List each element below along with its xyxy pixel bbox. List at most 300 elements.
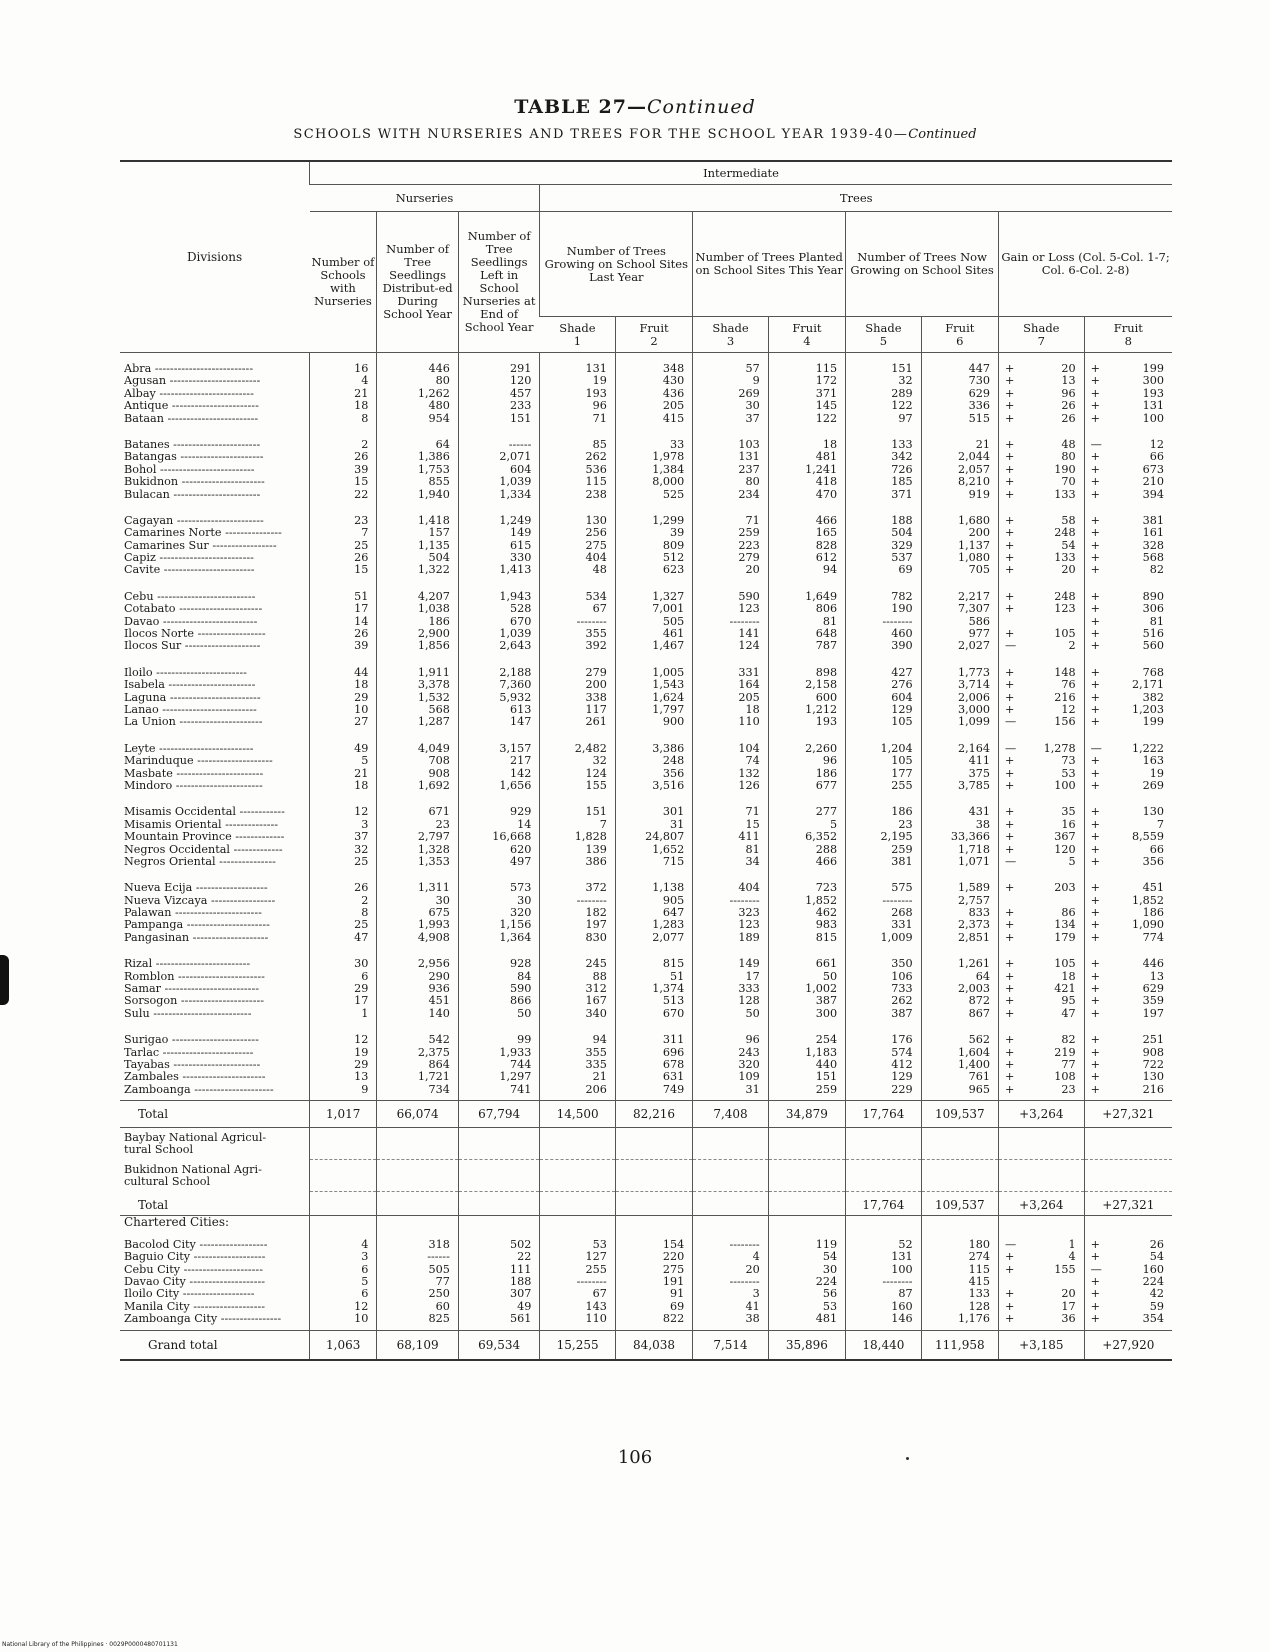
gain-loss-value <box>1091 1008 1164 1020</box>
gain-loss-number: 1,852 <box>1131 894 1164 907</box>
total-label: Total <box>120 1101 310 1127</box>
data-value: 105 <box>891 716 913 729</box>
data-value: 10 <box>354 1313 369 1326</box>
data-value: 1,283 <box>652 919 685 932</box>
data-value: 1,652 <box>652 843 685 856</box>
division-names <box>120 796 310 872</box>
data-value: 217 <box>510 755 532 768</box>
data-value: 708 <box>428 755 450 768</box>
gain-loss-sign: + <box>1005 1263 1015 1276</box>
data-value: 67 <box>592 1288 607 1301</box>
data-column-cell <box>921 733 998 797</box>
data-value: 331 <box>891 919 913 932</box>
total-cell: 67,794 <box>458 1101 540 1127</box>
data-value: 8,000 <box>652 476 685 489</box>
data-value: 1,467 <box>652 640 685 653</box>
data-value: 623 <box>662 564 685 577</box>
data-value: 22 <box>354 488 369 501</box>
gain-loss-value <box>1005 1008 1076 1020</box>
gain-loss-value <box>1005 640 1076 652</box>
data-value: 279 <box>585 666 607 679</box>
division-names <box>120 429 310 505</box>
data-value: 331 <box>738 666 760 679</box>
gain-loss-number: 199 <box>1142 363 1164 375</box>
gain-shade-cell <box>999 581 1085 657</box>
data-value: 348 <box>662 363 685 375</box>
gain-loss-sign: + <box>1005 970 1015 983</box>
data-column-cell <box>377 796 459 872</box>
gain-loss-number: 2 <box>1068 640 1076 653</box>
division-name: Cebu -------------------------- <box>124 590 256 603</box>
gain-loss-number: 216 <box>1054 691 1076 704</box>
data-value: 81 <box>822 615 838 628</box>
data-value: 15 <box>745 818 760 831</box>
data-value: 6 <box>361 970 369 983</box>
gain-loss-sign: + <box>1005 400 1015 413</box>
gain-loss-number: 12 <box>1061 703 1076 716</box>
data-value: 562 <box>968 1034 991 1047</box>
division-name: Cagayan ----------------------- <box>124 514 264 527</box>
data-value: 1,038 <box>417 603 450 616</box>
gain-fruit-cell <box>1084 505 1172 581</box>
data-value: 10 <box>354 703 369 716</box>
data-column-cell <box>458 1024 540 1100</box>
data-value: 23 <box>435 818 450 831</box>
gain-loss-value <box>1091 856 1164 868</box>
data-value: 749 <box>662 1083 685 1096</box>
data-value: 149 <box>738 958 760 971</box>
data-column-cell <box>693 733 768 797</box>
data-value: 105 <box>891 755 913 768</box>
data-value: 525 <box>662 488 685 501</box>
data-value: 15 <box>354 476 369 489</box>
data-value: 411 <box>738 831 760 844</box>
data-value: 24,807 <box>645 831 685 844</box>
data-column-cell <box>921 505 998 581</box>
data-value: 815 <box>815 931 838 944</box>
subtotal-cell: +27,321 <box>1084 1192 1172 1216</box>
data-value: 723 <box>815 882 838 895</box>
data-value: 14 <box>517 818 532 831</box>
gain-loss-sign: — <box>1005 1238 1017 1251</box>
data-value: 855 <box>428 476 450 489</box>
data-value: -------- <box>882 615 913 628</box>
gain-loss-sign: + <box>1005 1058 1015 1071</box>
data-table-container <box>120 160 1172 1361</box>
gain-loss-sign: + <box>1005 603 1015 616</box>
gain-loss-value <box>1091 400 1164 412</box>
gain-loss-sign: + <box>1005 958 1015 971</box>
division-name: Lanao ------------------------- <box>124 703 257 716</box>
data-value: 133 <box>968 1288 991 1301</box>
data-value: 2,797 <box>417 831 450 844</box>
division-name: Iloilo ------------------------ <box>124 666 247 679</box>
data-value: 415 <box>968 1276 991 1289</box>
gain-loss-number: 26 <box>1061 412 1076 425</box>
gain-loss-value <box>1005 679 1076 691</box>
data-column-cell <box>921 872 998 948</box>
grand-total-body <box>120 1330 1172 1360</box>
data-column-cell <box>377 353 459 429</box>
division-name: La Union ---------------------- <box>124 716 263 729</box>
gain-loss-sign: + <box>1090 995 1101 1008</box>
data-value: 451 <box>428 995 450 1008</box>
data-value: 49 <box>517 1300 532 1313</box>
data-value: 12 <box>354 1034 369 1047</box>
gain-loss-value <box>1005 995 1076 1007</box>
data-value: 1,940 <box>417 488 450 501</box>
data-value: 3 <box>361 1251 369 1264</box>
gain-loss-sign: + <box>1090 831 1101 844</box>
gain-loss-value <box>1091 882 1164 894</box>
data-value: 2,375 <box>417 1046 450 1059</box>
gain-loss-sign: + <box>1005 564 1015 577</box>
table-subtitle: SCHOOLS WITH NURSERIES AND TREES FOR THE SCHOOL YEAR 1939-40—Continued <box>293 127 977 142</box>
gain-loss-sign: + <box>1090 1034 1101 1047</box>
data-value: 512 <box>662 552 685 565</box>
data-value: 7,307 <box>958 603 991 616</box>
data-value: 129 <box>891 703 913 716</box>
data-column-cell <box>377 733 459 797</box>
division-name: Cavite ------------------------ <box>124 564 255 577</box>
data-value: 8 <box>361 412 369 425</box>
data-value: 590 <box>510 983 532 996</box>
data-value: 1,911 <box>417 666 450 679</box>
data-value: 29 <box>354 1058 369 1071</box>
data-value: 41 <box>745 1300 760 1313</box>
data-value: 1,384 <box>652 463 685 476</box>
data-value: 1,374 <box>652 983 685 996</box>
data-value: 1,287 <box>417 716 450 729</box>
data-value: 234 <box>738 488 760 501</box>
data-value: 25 <box>354 855 369 868</box>
gain-loss-value <box>1091 692 1164 704</box>
data-value: 185 <box>891 476 913 489</box>
division-name: Rizal ------------------------- <box>124 958 251 971</box>
data-value: 8 <box>361 907 369 920</box>
data-value: 670 <box>662 1007 685 1020</box>
gain-loss-number: 86 <box>1061 907 1076 920</box>
division-names <box>120 505 310 581</box>
division-name: Camarines Sur ----------------- <box>124 539 277 552</box>
data-value: 1,099 <box>958 716 991 729</box>
gain-loss-value <box>1005 628 1076 640</box>
data-value: 4 <box>752 1251 760 1264</box>
gain-loss-value <box>1091 1301 1164 1313</box>
gain-loss-sign: + <box>1090 628 1101 641</box>
subtotal-cell: 17,764 <box>846 1192 921 1216</box>
gain-loss-number: 210 <box>1142 476 1164 489</box>
data-value: 229 <box>891 1083 913 1096</box>
gain-loss-value <box>1091 616 1164 628</box>
data-value: 69 <box>670 1300 685 1313</box>
data-value: 160 <box>891 1300 913 1313</box>
gain-loss-number: 722 <box>1142 1058 1164 1071</box>
gain-loss-number: 193 <box>1142 387 1164 400</box>
data-value: 30 <box>435 894 450 907</box>
data-value: 245 <box>585 958 607 971</box>
gain-loss-number: 105 <box>1054 958 1076 971</box>
data-value: 277 <box>815 806 838 819</box>
gain-loss-sign: + <box>1090 451 1101 464</box>
data-value: 320 <box>738 1058 760 1071</box>
gain-loss-number: 300 <box>1142 375 1164 388</box>
gain-loss-sign: + <box>1005 375 1015 388</box>
gain-loss-value <box>1005 413 1076 425</box>
gain-loss-number: 54 <box>1061 539 1076 552</box>
data-value: 329 <box>891 539 913 552</box>
subtotal-cell: +3,264 <box>999 1192 1085 1216</box>
gain-loss-sign: + <box>1090 1058 1101 1071</box>
gain-loss-number: 382 <box>1142 691 1164 704</box>
gain-loss-value <box>1005 716 1076 728</box>
gain-loss-value <box>1005 400 1076 412</box>
data-value: 30 <box>517 894 532 907</box>
gain-loss-sign: — <box>1005 855 1017 868</box>
gain-loss-sign: + <box>1005 539 1015 552</box>
division-name: Bukidnon ---------------------- <box>124 476 265 489</box>
data-value: 106 <box>891 970 913 983</box>
gain-loss-sign: + <box>1005 995 1015 1008</box>
data-value: 2,027 <box>958 640 991 653</box>
data-column-cell <box>310 505 377 581</box>
data-column-cell <box>310 1024 377 1100</box>
data-column-cell <box>540 1229 615 1330</box>
data-value: 30 <box>745 400 760 413</box>
data-value: 1,080 <box>958 552 991 565</box>
data-value: 26 <box>354 451 369 464</box>
data-value: 2,158 <box>805 679 838 692</box>
gain-fruit-cell <box>1084 1024 1172 1100</box>
gain-loss-value <box>1005 1251 1076 1263</box>
data-column-cell <box>540 733 615 797</box>
gain-loss-sign: + <box>1090 615 1101 628</box>
gain-loss-value <box>1005 388 1076 400</box>
gain-loss-sign: + <box>1090 1238 1101 1251</box>
gain-loss-sign: + <box>1090 375 1101 388</box>
data-value: 1,204 <box>880 742 913 755</box>
gain-loss-number: 73 <box>1061 755 1076 768</box>
data-value: 131 <box>738 451 760 464</box>
data-value: 671 <box>428 806 450 819</box>
data-value: 2,057 <box>958 463 991 476</box>
division-name: Negros Occidental ------------- <box>124 843 283 856</box>
data-column-cell <box>693 1229 768 1330</box>
data-value: 80 <box>745 476 760 489</box>
gain-loss-number: 18 <box>1061 970 1076 983</box>
data-value: 761 <box>968 1071 991 1084</box>
data-value: 16,668 <box>492 831 532 844</box>
table-title: TABLE 27—Continued <box>514 96 756 118</box>
data-column-cell <box>458 429 540 505</box>
gain-loss-sign: + <box>1090 1046 1101 1059</box>
gain-loss-number: 133 <box>1054 488 1076 501</box>
data-value: 1,311 <box>417 882 450 895</box>
division-names <box>120 353 310 429</box>
data-value: 415 <box>662 412 685 425</box>
data-value: 122 <box>891 400 913 413</box>
data-value: -------- <box>729 615 760 628</box>
division-name: Negros Oriental --------------- <box>124 855 276 868</box>
data-value: 575 <box>891 882 913 895</box>
gain-loss-number: 1,090 <box>1131 919 1164 932</box>
gain-loss-sign: + <box>1090 716 1101 729</box>
data-column-cell <box>310 733 377 797</box>
data-value: 2,195 <box>880 831 913 844</box>
gain-loss-value <box>1005 704 1076 716</box>
gain-loss-number: 23 <box>1061 1083 1076 1096</box>
data-value: 147 <box>510 716 532 729</box>
gain-loss-value <box>1005 856 1076 868</box>
gain-loss-sign: + <box>1090 387 1101 400</box>
data-value: 866 <box>510 995 532 1008</box>
data-column-cell <box>921 948 998 1024</box>
data-column-cell <box>540 353 615 429</box>
gain-loss-value <box>1091 540 1164 552</box>
data-value: 7 <box>361 527 369 540</box>
agri-school-row <box>120 1160 1172 1192</box>
gain-loss-value <box>1091 1034 1164 1046</box>
gain-loss-sign: + <box>1090 1313 1101 1326</box>
division-name: Abra -------------------------- <box>124 363 254 375</box>
gain-loss-sign: + <box>1005 779 1015 792</box>
data-value: 111 <box>510 1263 532 1276</box>
data-value: 338 <box>585 691 607 704</box>
data-column-cell <box>615 1229 692 1330</box>
gain-loss-value <box>1005 1276 1076 1288</box>
header-trees: Trees <box>540 185 1172 212</box>
gain-loss-value <box>1091 907 1164 919</box>
division-name: Nueva Vizcaya ----------------- <box>124 894 276 907</box>
data-value: 1,656 <box>499 779 532 792</box>
data-value: 96 <box>592 400 607 413</box>
total-row <box>120 1101 1172 1127</box>
gain-loss-number: 568 <box>1142 552 1164 565</box>
gain-shade-cell <box>999 796 1085 872</box>
data-value: 936 <box>428 983 450 996</box>
gain-loss-number: 130 <box>1142 1071 1164 1084</box>
gain-loss-number: 59 <box>1149 1300 1164 1313</box>
gain-loss-sign: + <box>1090 907 1101 920</box>
gain-loss-sign: + <box>1005 806 1015 819</box>
data-value: 1,327 <box>652 590 685 603</box>
gain-loss-number: 4 <box>1068 1251 1076 1264</box>
data-value: 1,039 <box>499 476 532 489</box>
data-value: 248 <box>662 755 685 768</box>
data-value: 262 <box>891 995 913 1008</box>
data-value: 2,643 <box>499 640 532 653</box>
data-value: 197 <box>585 919 607 932</box>
data-value: ------ <box>508 438 532 451</box>
data-value: 1,322 <box>417 564 450 577</box>
data-value: 124 <box>738 640 760 653</box>
data-value: 49 <box>354 742 369 755</box>
data-value: 300 <box>815 1007 838 1020</box>
gain-loss-sign: + <box>1090 539 1101 552</box>
data-value: 1,328 <box>417 843 450 856</box>
division-names <box>120 948 310 1024</box>
gain-loss-number: 19 <box>1149 767 1164 780</box>
data-column-cell <box>921 353 998 429</box>
grand-total-cell: 68,109 <box>377 1330 459 1360</box>
gain-loss-number: 12 <box>1149 438 1164 451</box>
gain-loss-number: 81 <box>1149 615 1164 628</box>
grand-total-cell: 69,534 <box>458 1330 540 1360</box>
division-name: Cebu City --------------------- <box>124 1263 263 1276</box>
gain-loss-sign: + <box>1005 767 1015 780</box>
data-value: 81 <box>745 843 760 856</box>
data-value: 470 <box>815 488 838 501</box>
data-value: 96 <box>822 755 838 768</box>
data-value: 39 <box>354 640 369 653</box>
data-value: 481 <box>815 451 838 464</box>
gain-loss-value <box>1091 1059 1164 1071</box>
gain-loss-value <box>1091 552 1164 564</box>
data-value: 275 <box>662 1263 685 1276</box>
gain-loss-number: 108 <box>1054 1071 1076 1084</box>
division-name: Bacolod City ------------------ <box>124 1238 268 1251</box>
data-value: 7 <box>599 818 607 831</box>
data-value: 612 <box>815 552 838 565</box>
data-value: 100 <box>891 1263 913 1276</box>
data-column-cell <box>615 581 692 657</box>
gain-loss-sign: + <box>1005 755 1015 768</box>
gain-loss-value <box>1005 564 1076 576</box>
gain-loss-value <box>1091 1239 1164 1251</box>
data-value: 460 <box>891 628 913 641</box>
data-value: 340 <box>585 1007 607 1020</box>
gain-loss-value <box>1091 413 1164 425</box>
gain-loss-sign: + <box>1090 412 1101 425</box>
gain-loss-value <box>1091 464 1164 476</box>
gain-loss-value <box>1091 515 1164 527</box>
gain-loss-value <box>1091 640 1164 652</box>
data-value: 648 <box>815 628 838 641</box>
gain-loss-sign: + <box>1090 1300 1101 1313</box>
data-column-cell <box>768 1229 845 1330</box>
data-value: 1,721 <box>417 1071 450 1084</box>
data-value: 151 <box>891 363 913 375</box>
data-value: 132 <box>738 767 760 780</box>
gain-fruit-cell <box>1084 948 1172 1024</box>
data-value: 18 <box>354 679 369 692</box>
data-column-cell <box>768 429 845 505</box>
gain-loss-value <box>1091 375 1164 387</box>
division-name: Palawan ----------------------- <box>124 907 262 920</box>
data-value: 2,956 <box>417 958 450 971</box>
data-value: 17 <box>354 995 369 1008</box>
data-value: 2,044 <box>958 451 991 464</box>
data-column-cell <box>693 1024 768 1100</box>
gain-loss-sign: + <box>1090 666 1101 679</box>
data-column-cell <box>377 429 459 505</box>
gain-fruit-cell <box>1084 657 1172 733</box>
data-value: 117 <box>585 703 607 716</box>
gain-loss-value <box>1091 476 1164 488</box>
gain-loss-number: 5 <box>1068 855 1076 868</box>
gain-loss-value <box>1005 1288 1076 1300</box>
gain-loss-value <box>1005 971 1076 983</box>
data-value: 1,353 <box>417 855 450 868</box>
data-value: 69 <box>898 564 913 577</box>
gain-loss-sign: + <box>1090 552 1101 565</box>
grand-total-cell: 1,063 <box>310 1330 377 1360</box>
data-value: 54 <box>822 1251 838 1264</box>
data-value: 99 <box>517 1034 532 1047</box>
division-names <box>120 1229 310 1330</box>
data-value: 189 <box>738 931 760 944</box>
gain-loss-number: 35 <box>1061 806 1076 819</box>
